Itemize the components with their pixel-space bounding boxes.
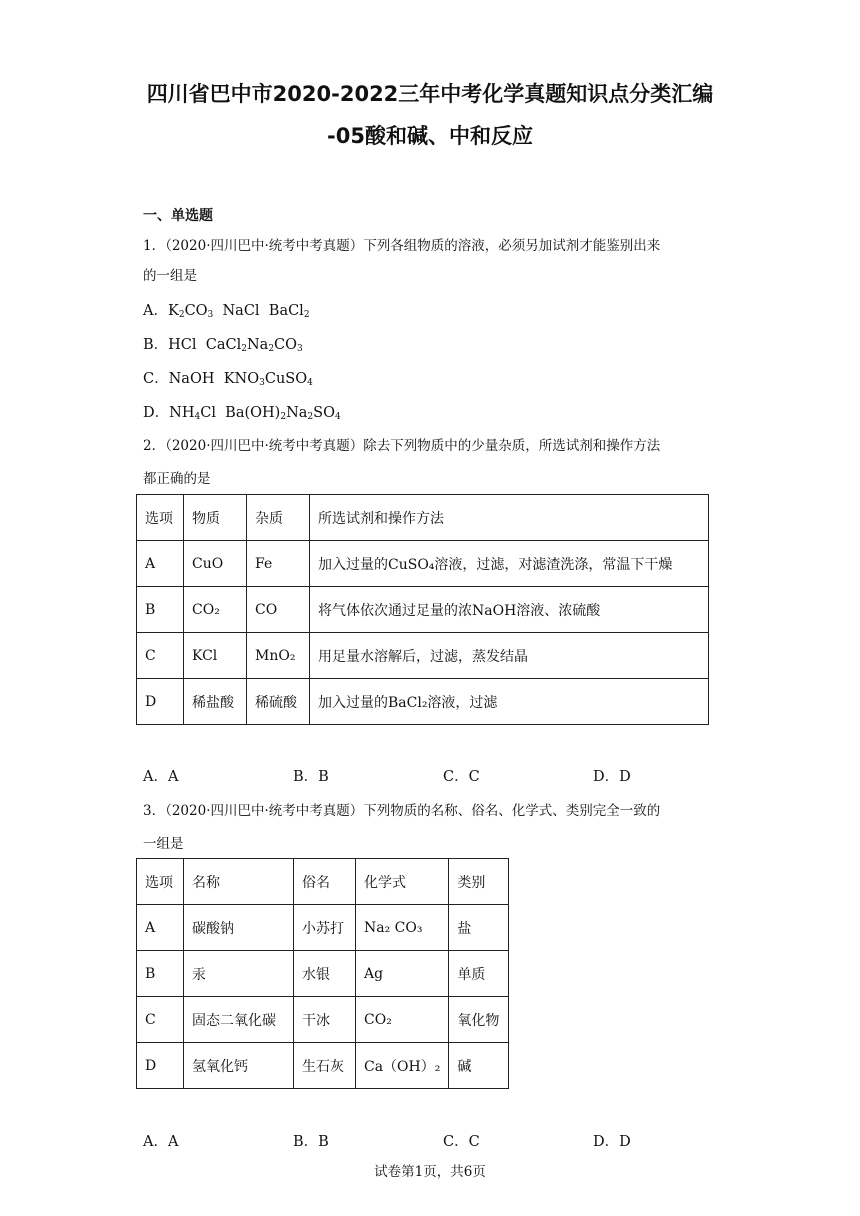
table-header-cell: 俗名 xyxy=(294,859,356,905)
document-title-line1: 四川省巴中市2020-2022三年中考化学真题知识点分类汇编 xyxy=(146,82,714,106)
q3-stem-line2: 一组是 xyxy=(143,836,184,852)
table-cell: D xyxy=(137,679,184,725)
q3-answer-b: B．B xyxy=(293,1134,329,1150)
table-cell: CO xyxy=(247,587,310,633)
q2-stem-line2: 都正确的是 xyxy=(143,471,211,487)
table-cell: 盐 xyxy=(449,905,509,951)
q1-option-b: B．HCl $CaCl_2Na_2CO_3$ xyxy=(143,337,303,354)
table-cell: Ag xyxy=(356,951,449,997)
table-cell: A xyxy=(137,541,184,587)
table-cell: 加入过量的BaCl₂溶液，过滤 xyxy=(310,679,709,725)
page-footer: 试卷第1页，共6页 xyxy=(374,1164,486,1180)
table-cell: 用足量水溶解后，过滤，蒸发结晶 xyxy=(310,633,709,679)
table-cell: CO₂ xyxy=(356,997,449,1043)
table-cell: D xyxy=(137,1043,184,1089)
table-cell: 稀盐酸 xyxy=(184,679,247,725)
section-title: 一、单选题 xyxy=(143,208,213,224)
table-header-row xyxy=(137,859,509,905)
table-cell: 氢氧化钙 xyxy=(184,1043,294,1089)
q2-answer-d: D．D xyxy=(593,769,631,785)
table-cell: B xyxy=(137,951,184,997)
q1-option-a: A．$K_2CO_3$ NaCl BaCl$_2$ xyxy=(143,303,310,320)
table-cell: CuO xyxy=(184,541,247,587)
table-cell: 生石灰 xyxy=(294,1043,356,1089)
table-cell: 碱 xyxy=(449,1043,509,1089)
table-cell: 干冰 xyxy=(294,997,356,1043)
table-cell: Ca（OH）₂ xyxy=(356,1043,449,1089)
table-cell: 汞 xyxy=(184,951,294,997)
table-row xyxy=(137,541,709,587)
table-cell: Fe xyxy=(247,541,310,587)
q1-option-d: D．$NH_4Cl$ $Ba(OH)_2Na_2SO_4$ xyxy=(143,405,341,422)
table-header-cell: 选项 xyxy=(137,859,184,905)
table-header-cell: 杂质 xyxy=(247,495,310,541)
table-cell: 稀硫酸 xyxy=(247,679,310,725)
q3-answer-c: C．C xyxy=(443,1134,480,1150)
table-header-row xyxy=(137,495,709,541)
table-cell: Na₂ CO₃ xyxy=(356,905,449,951)
table-cell: KCl xyxy=(184,633,247,679)
table-cell: MnO₂ xyxy=(247,633,310,679)
q2-answer-c: C．C xyxy=(443,769,480,785)
table-cell: CO₂ xyxy=(184,587,247,633)
q1-option-c: C．NaOH $KNO_3CuSO_4$ xyxy=(143,371,313,388)
table-row xyxy=(137,905,509,951)
q3-table xyxy=(136,858,509,1089)
table-row xyxy=(137,997,509,1043)
table-header-cell: 类别 xyxy=(449,859,509,905)
table-cell: C xyxy=(137,997,184,1043)
table-row xyxy=(137,951,509,997)
table-header-cell: 物质 xyxy=(184,495,247,541)
q3-stem-line1: 3．（2020·四川巴中·统考中考真题）下列物质的名称、俗名、化学式、类别完全一致的 xyxy=(143,803,661,819)
table-cell: 加入过量的CuSO₄溶液，过滤，对滤渣洗涤，常温下干燥 xyxy=(310,541,709,587)
q2-table xyxy=(136,494,709,725)
document-title-line2: -05酸和碱、中和反应 xyxy=(327,124,533,148)
table-cell: 氧化物 xyxy=(449,997,509,1043)
table-header-cell: 所选试剂和操作方法 xyxy=(310,495,709,541)
table-cell: 小苏打 xyxy=(294,905,356,951)
table-header-cell: 名称 xyxy=(184,859,294,905)
table-row xyxy=(137,1043,509,1089)
table-row xyxy=(137,679,709,725)
table-cell: C xyxy=(137,633,184,679)
table-row xyxy=(137,587,709,633)
q3-answer-d: D．D xyxy=(593,1134,631,1150)
q1-stem-line2: 的一组是 xyxy=(143,268,197,284)
q2-answer-a: A．A xyxy=(143,769,179,785)
table-header-cell: 选项 xyxy=(137,495,184,541)
table-cell: 水银 xyxy=(294,951,356,997)
q3-answer-a: A．A xyxy=(143,1134,179,1150)
q2-answer-b: B．B xyxy=(293,769,329,785)
table-row xyxy=(137,633,709,679)
q1-stem-line1: 1．（2020·四川巴中·统考中考真题）下列各组物质的溶液，必须另加试剂才能鉴别出来 xyxy=(143,238,661,254)
table-cell: B xyxy=(137,587,184,633)
table-cell: 将气体依次通过足量的浓NaOH溶液、浓硫酸 xyxy=(310,587,709,633)
table-header-cell: 化学式 xyxy=(356,859,449,905)
table-cell: 单质 xyxy=(449,951,509,997)
q2-stem-line1: 2．（2020·四川巴中·统考中考真题）除去下列物质中的少量杂质，所选试剂和操作方法 xyxy=(143,438,661,454)
table-cell: 碳酸钠 xyxy=(184,905,294,951)
table-cell: 固态二氧化碳 xyxy=(184,997,294,1043)
table-cell: A xyxy=(137,905,184,951)
